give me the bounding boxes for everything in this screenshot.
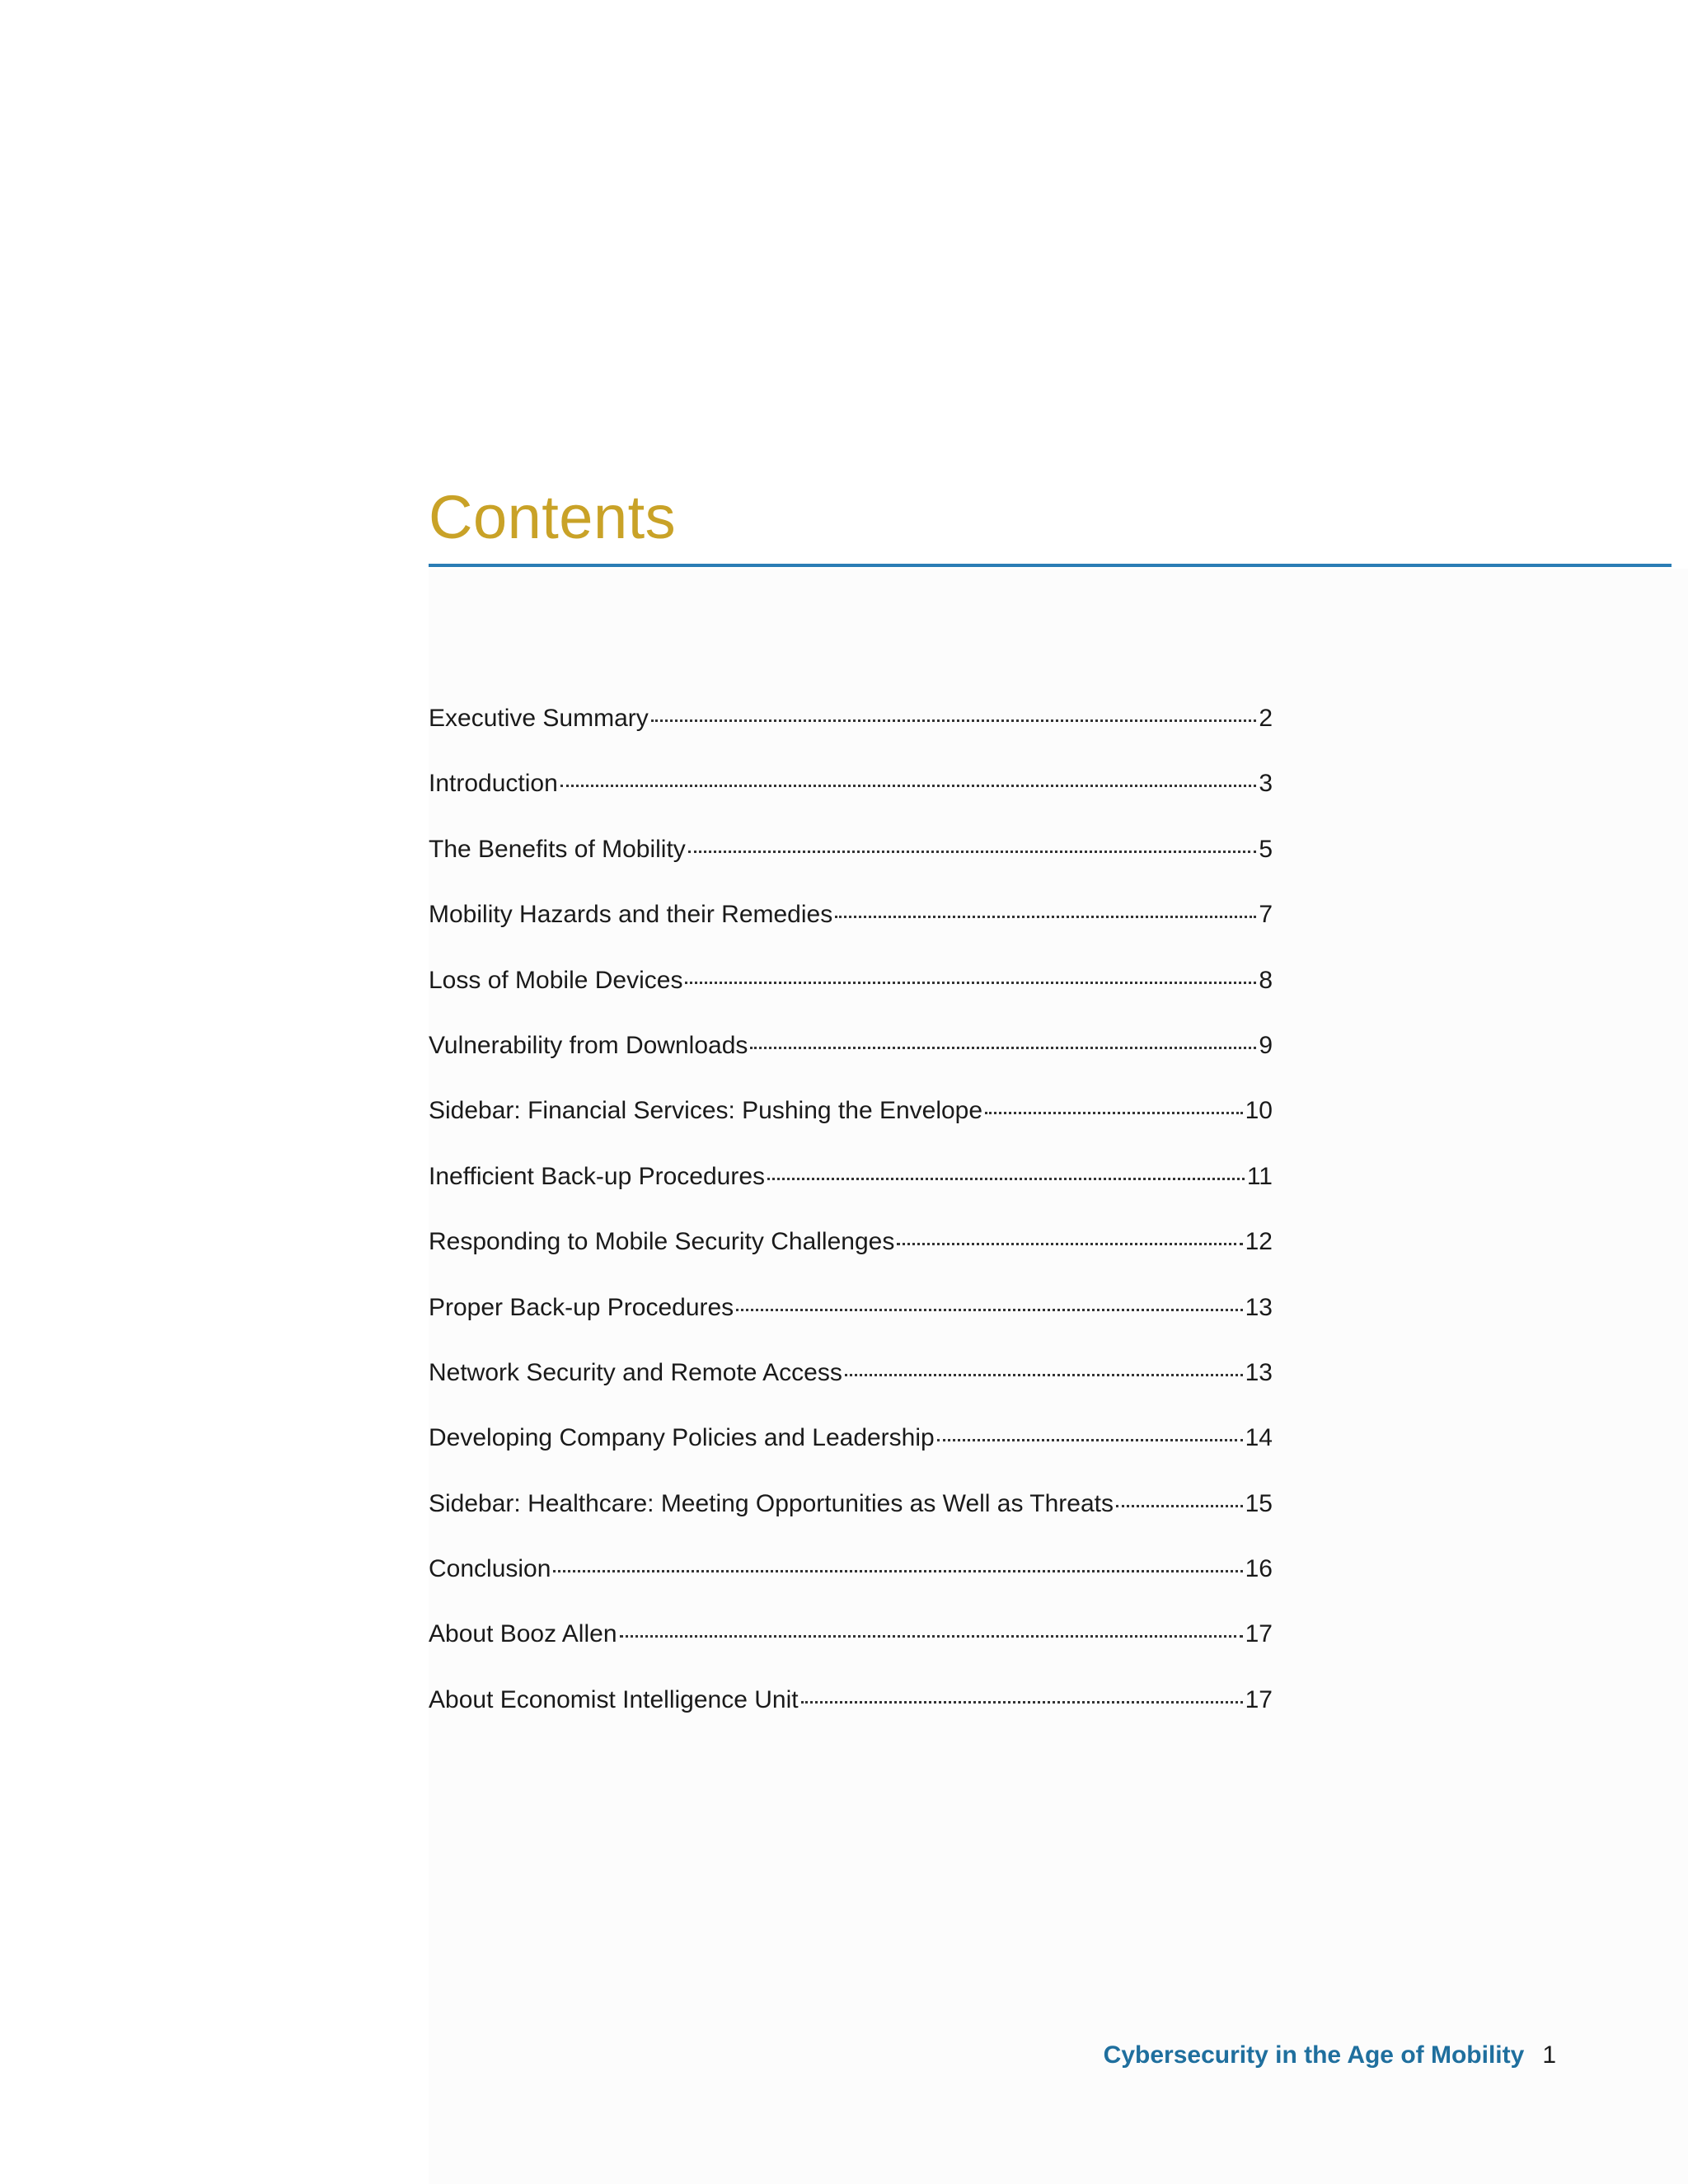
toc-entry[interactable] bbox=[429, 836, 1273, 901]
toc-entry-page: 12 bbox=[1245, 1228, 1273, 1256]
dot-leader bbox=[835, 916, 1256, 918]
toc-entry-page: 9 bbox=[1259, 1031, 1273, 1059]
toc-entry[interactable] bbox=[429, 1620, 1273, 1685]
dot-leader bbox=[685, 982, 1256, 984]
dot-leader bbox=[845, 1374, 1243, 1376]
dot-leader bbox=[560, 785, 1257, 787]
toc-entry-page: 15 bbox=[1245, 1489, 1273, 1517]
toc-entry-label: Introduction bbox=[429, 770, 558, 798]
toc-entry-page: 14 bbox=[1245, 1424, 1273, 1452]
toc-entry-label: Sidebar: Financial Services: Pushing the Envelope bbox=[429, 1097, 983, 1125]
toc-entry-page: 17 bbox=[1245, 1620, 1273, 1648]
toc-entry-label: About Booz Allen bbox=[429, 1620, 617, 1648]
toc-entry[interactable] bbox=[429, 967, 1273, 1032]
title-divider bbox=[429, 564, 1672, 567]
toc-entry-label: Vulnerability from Downloads bbox=[429, 1031, 748, 1059]
toc-entry-label: Network Security and Remote Access bbox=[429, 1358, 842, 1386]
toc-entry-page: 2 bbox=[1259, 705, 1273, 732]
dot-leader bbox=[985, 1112, 1243, 1114]
page-footer bbox=[1104, 2041, 1556, 2069]
dot-leader bbox=[688, 851, 1257, 853]
toc-entry-label: About Economist Intelligence Unit bbox=[429, 1685, 799, 1713]
toc-entry-label: Responding to Mobile Security Challenges bbox=[429, 1228, 895, 1256]
toc-entry-label: The Benefits of Mobility bbox=[429, 835, 686, 863]
toc-entry-page: 13 bbox=[1245, 1358, 1273, 1386]
dot-leader bbox=[897, 1243, 1242, 1245]
toc-entry[interactable] bbox=[429, 1490, 1273, 1555]
toc-entry-page: 17 bbox=[1245, 1685, 1273, 1713]
dot-leader bbox=[1116, 1505, 1243, 1507]
toc-entry[interactable] bbox=[429, 1228, 1273, 1293]
dot-leader bbox=[620, 1635, 1243, 1638]
toc-entry-page: 13 bbox=[1245, 1293, 1273, 1321]
toc-entry-page: 8 bbox=[1259, 966, 1273, 994]
toc-entry[interactable] bbox=[429, 1359, 1273, 1424]
table-of-contents bbox=[429, 705, 1273, 1751]
toc-entry[interactable] bbox=[429, 1163, 1273, 1228]
toc-entry-page: 10 bbox=[1245, 1097, 1273, 1125]
toc-entry-page: 16 bbox=[1245, 1555, 1273, 1583]
publication-title: Cybersecurity in the Age of Mobility bbox=[1103, 2041, 1525, 2069]
toc-entry[interactable] bbox=[429, 1032, 1273, 1097]
toc-entry-label: Executive Summary bbox=[429, 705, 649, 732]
dot-leader bbox=[651, 719, 1257, 722]
toc-entry[interactable] bbox=[429, 1686, 1273, 1751]
toc-entry-label: Sidebar: Healthcare: Meeting Opportunities as Well as Threats bbox=[429, 1489, 1114, 1517]
toc-entry[interactable] bbox=[429, 1097, 1273, 1162]
toc-entry-label: Inefficient Back-up Procedures bbox=[429, 1162, 766, 1190]
toc-entry-label: Loss of Mobile Devices bbox=[429, 966, 683, 994]
dot-leader bbox=[736, 1309, 1242, 1311]
toc-entry[interactable] bbox=[429, 705, 1273, 770]
toc-entry-label: Proper Back-up Procedures bbox=[429, 1293, 734, 1321]
page-title: Contents bbox=[429, 483, 677, 551]
toc-entry-label: Conclusion bbox=[429, 1555, 551, 1583]
page-number: 1 bbox=[1542, 2041, 1556, 2069]
toc-entry-label: Mobility Hazards and their Remedies bbox=[429, 901, 833, 929]
dot-leader bbox=[937, 1439, 1243, 1441]
toc-entry[interactable] bbox=[429, 1424, 1273, 1489]
toc-entry[interactable] bbox=[429, 1555, 1273, 1620]
toc-entry[interactable] bbox=[429, 770, 1273, 835]
dot-leader bbox=[801, 1701, 1243, 1704]
toc-entry-page: 7 bbox=[1259, 901, 1273, 929]
toc-entry[interactable] bbox=[429, 901, 1273, 966]
toc-entry-page: 5 bbox=[1259, 835, 1273, 863]
dot-leader bbox=[553, 1570, 1242, 1572]
dot-leader bbox=[750, 1047, 1256, 1049]
dot-leader bbox=[767, 1178, 1245, 1180]
toc-entry-page: 3 bbox=[1259, 770, 1273, 798]
toc-entry[interactable] bbox=[429, 1294, 1273, 1359]
toc-entry-page: 11 bbox=[1246, 1162, 1273, 1190]
toc-entry-label: Developing Company Policies and Leadership bbox=[429, 1424, 935, 1452]
